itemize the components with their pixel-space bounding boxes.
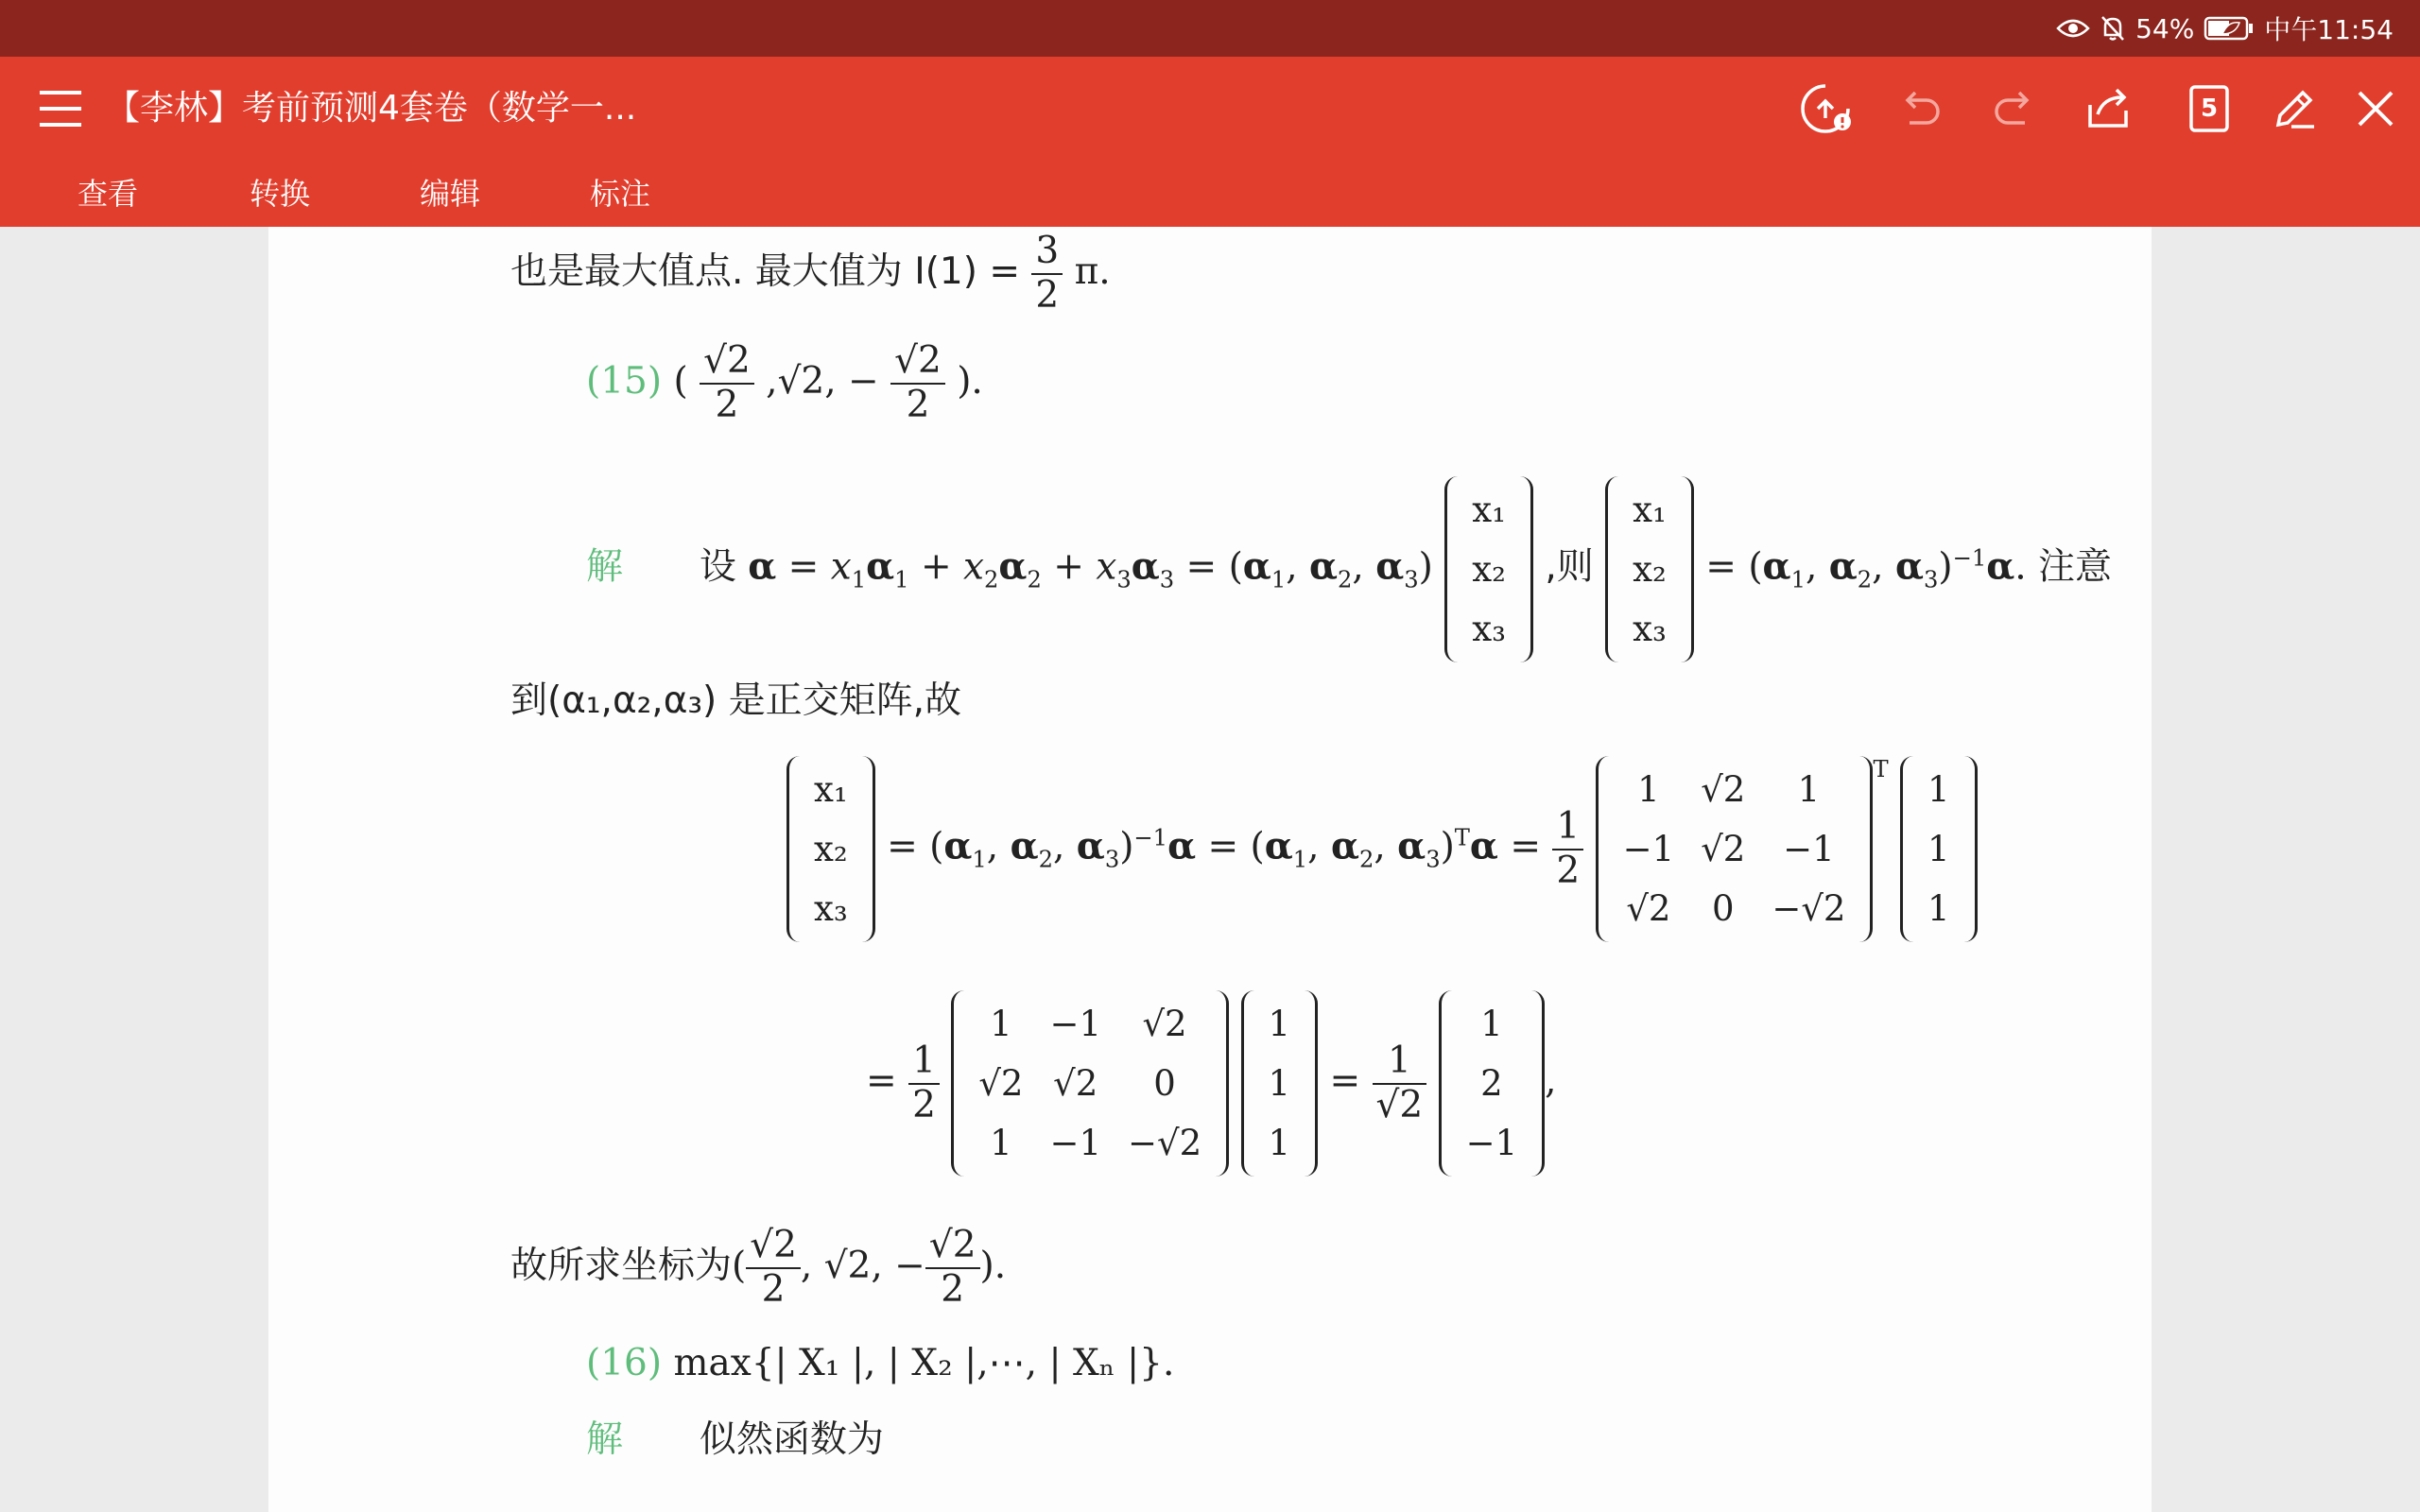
app-bar	[0, 57, 2420, 227]
mute-icon	[2100, 14, 2126, 43]
battery-icon	[2204, 15, 2255, 42]
status-icons	[2056, 0, 2394, 57]
redo-icon[interactable]	[1981, 76, 2048, 142]
fraction-denominator: 2	[715, 383, 739, 426]
eye-icon	[2056, 17, 2090, 40]
close-icon[interactable]	[2342, 76, 2409, 142]
result-vector: 1 2 −1	[1439, 990, 1546, 1177]
equation-2: = $\frac{1}{2}$ 1 −1 √2 √2 √2 0 1 −1 −√2 1 1 1 = $\frac{1}{√2}$ 1 2 −1 ,	[866, 990, 1557, 1177]
x-vector-matrix-3: x₁ x₂ x₃	[786, 756, 875, 942]
solution-text-set: 设	[699, 545, 736, 589]
solution-line-1: 解 设 $\alpha = x_1\alpha_1 + x_2\alpha_2 + x_3\alpha_3 = (\alpha_1$, $\alpha_2$, $\alpha_3$) x₁ x₂ x₃ ,则 x₁ x₂ x₃ = ($\alpha_1$, $\alpha_2$, $\alpha_3)^{-1}\alpha$. 注意	[586, 476, 2112, 662]
status-bar	[0, 0, 2420, 57]
fraction-denominator: 2	[906, 383, 930, 426]
tab-view[interactable]: 查看	[77, 176, 138, 212]
matrix-b: 1 −1 √2 √2 √2 0 1 −1 −√2	[951, 990, 1229, 1177]
page-count-badge[interactable]	[2176, 76, 2242, 142]
coordinate-text: 故所求坐标为	[510, 1244, 733, 1287]
tab-annotate[interactable]: 标注	[589, 176, 650, 212]
equation-1: x₁ x₂ x₃ = ($\alpha_1$, $\alpha_2$, $\alpha_3)^{-1}\alpha = (\alpha_1$, $\alpha_2$, $\alpha_3)^T\alpha$ = $\frac{1}{2}$ 1 √2 1 −1 √2 −1 √2 0 −√2 $^T$ 1 1 1	[786, 756, 1978, 942]
question-15-label: (15)	[586, 359, 663, 403]
coordinate-line: 故所求坐标为( $\frac{√2}{2}$ , √2, − $\frac{√2}{2}$ ).	[510, 1224, 1007, 1311]
clock: 中午11:54	[2264, 14, 2394, 45]
cloud-sync-icon[interactable]	[1792, 76, 1858, 142]
max-value-tail: π.	[1074, 249, 1111, 293]
question-16-answer	[586, 1342, 1174, 1384]
edit-pen-icon[interactable]	[2261, 76, 2327, 142]
document-page	[268, 227, 2152, 1512]
max-value-text: 也是最大值点. 最大值为 I(1) =	[510, 249, 1032, 293]
fraction-denominator: 2	[1035, 273, 1060, 317]
fraction-numerator: √2	[890, 340, 945, 385]
solution-2-line	[586, 1410, 884, 1463]
question-15-answer: (15) ( $\frac{√2}{2}$ ,√2, − $\frac{√2}{2}$ ).	[586, 339, 983, 426]
fraction-neg-sqrt2-over-2	[890, 340, 945, 427]
document-title: 【李林】考前预测4套卷（数学一...	[106, 89, 637, 128]
question-16-text: max{| X₁ |, | X₂ |,⋯, | Xₙ |}.	[673, 1342, 1175, 1384]
page-count-text: 5	[2200, 94, 2219, 123]
ones-vector-2: 1 1 1	[1241, 990, 1319, 1177]
sqrt2-value: √2	[777, 359, 825, 403]
solution-label: 解	[586, 545, 624, 589]
fraction-numerator: 3	[1031, 231, 1063, 275]
solution-2-label: 解	[586, 1418, 624, 1461]
fraction-numerator: √2	[700, 340, 754, 385]
battery-percent: 54%	[2135, 12, 2195, 44]
x-vector-matrix: x₁ x₂ x₃	[1444, 476, 1533, 662]
fraction-sqrt2-over-2	[700, 340, 754, 427]
solution-text-note: 注意	[2038, 545, 2113, 589]
solution-line-2: 到(α₁,α₂,α₃) 是正交矩阵,故	[510, 679, 962, 722]
tab-convert[interactable]: 转换	[249, 176, 310, 212]
ones-vector: 1 1 1	[1900, 756, 1978, 942]
x-vector-matrix-2: x₁ x₂ x₃	[1605, 476, 1694, 662]
solution-text-then: ,则	[1545, 545, 1594, 589]
question-16-label: (16)	[586, 1342, 663, 1384]
matrix-a: 1 √2 1 −1 √2 −1 √2 0 −√2	[1596, 756, 1874, 942]
tab-edit[interactable]: 编辑	[419, 176, 480, 212]
undo-icon[interactable]	[1887, 76, 1953, 142]
document-viewport[interactable]	[0, 227, 2420, 1512]
menu-icon[interactable]	[36, 81, 85, 136]
share-icon[interactable]	[2076, 76, 2142, 142]
max-value-fraction	[1031, 231, 1063, 318]
max-value-line	[510, 231, 1111, 318]
solution-2-text: 似然函数为	[699, 1418, 884, 1461]
